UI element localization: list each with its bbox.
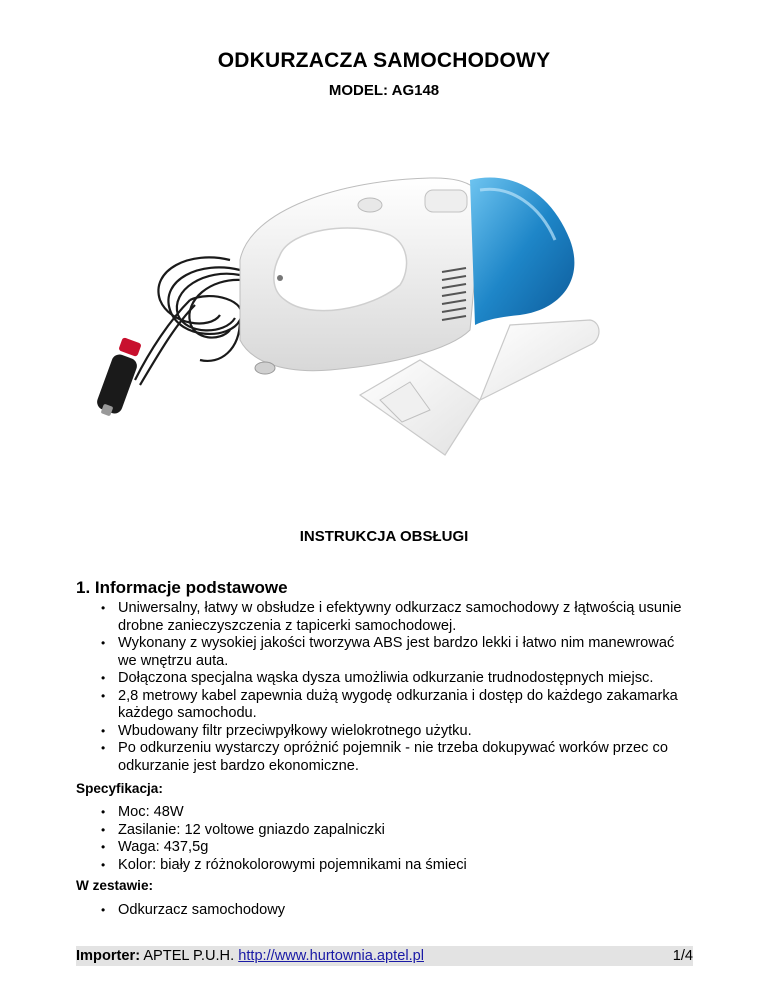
specs-list: [101, 804, 691, 874]
car-plug: [95, 337, 142, 416]
importer-label: Importer:: [76, 948, 141, 964]
website-link[interactable]: http://www.hurtownia.aptel.pl: [238, 948, 424, 964]
bullet-icon: •: [101, 840, 106, 854]
bullet-icon: •: [101, 636, 106, 650]
document-title: ODKURZACZA SAMOCHODOWY: [217, 49, 551, 72]
list-item: • Po odkurzeniu wystarczy opróżnić pojemnik - nie trzeba dokupywać worków przec co odkurzanie jest bardzo ekonomiczne.: [101, 740, 668, 774]
bullet-icon: •: [101, 903, 106, 917]
list-item: • Waga: 437,5g: [101, 839, 209, 855]
power-cord: [135, 257, 242, 385]
list-item: • Zasilanie: 12 voltowe gniazdo zapalniczki: [101, 821, 385, 838]
kit-heading: W zestawie:: [76, 878, 154, 893]
kit-list: [101, 902, 691, 920]
list-item: • 2,8 metrowy kabel zapewnia dużą wygodę odkurzania i dostęp do każdego zakamarka każdego samochodu.: [101, 687, 678, 721]
bullet-icon: •: [101, 671, 106, 685]
list-item: • Odkurzacz samochodowy: [101, 902, 286, 918]
bullet-icon: •: [101, 741, 106, 755]
list-item: • Uniwersalny, łatwy w obsłudze i efektywny odkurzacz samochodowy z łątwością usunie drobne zanieczyszczenia z tapicerki samochodowej.: [101, 600, 682, 634]
list-item: • Dołączona specjalna wąska dysza umożliwia odkurzanie trudnodostępnych miejsc.: [101, 670, 654, 686]
page-number: 1/4: [672, 948, 693, 964]
basic-info-list: [101, 600, 691, 775]
page-footer: [76, 946, 693, 966]
list-item: • Wykonany z wysokiej jakości tworzywa ABS jest bardzo lekki i łatwo nim manewrować we wnętrzu auta.: [101, 635, 675, 669]
list-item: • Wbudowany filtr przeciwpyłkowy wielokrotnego użytku.: [101, 722, 472, 739]
product-image: [90, 150, 610, 480]
bullet-icon: •: [101, 688, 106, 703]
specs-heading: Specyfikacja:: [76, 781, 163, 796]
bullet-icon: •: [101, 805, 106, 819]
list-item: • Kolor: biały z różnokolorowymi pojemnikami na śmieci: [101, 856, 467, 873]
bullet-icon: •: [101, 723, 106, 738]
bullet-icon: •: [101, 857, 106, 872]
section-heading-basic-info: 1. Informacje podstawowe: [76, 578, 288, 597]
importer-company: APTEL P.U.H.: [143, 948, 235, 964]
bullet-icon: •: [101, 601, 106, 615]
bullet-icon: •: [101, 822, 106, 837]
list-item: • Moc: 48W: [101, 804, 184, 820]
instructions-title: INSTRUKCJA OBSŁUGI: [299, 528, 469, 545]
model-number: MODEL: AG148: [328, 82, 440, 99]
